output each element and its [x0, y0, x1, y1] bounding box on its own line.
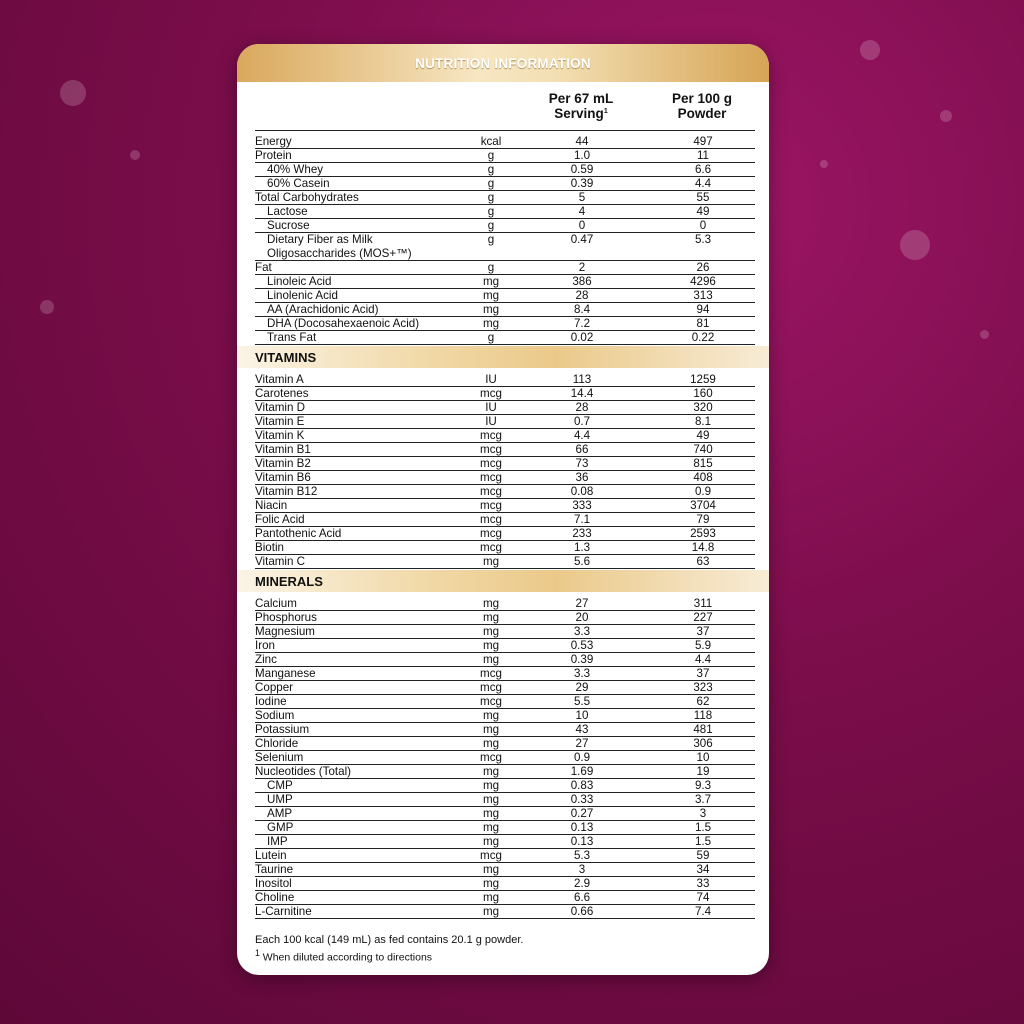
nutrient-name: AA (Arachidonic Acid)	[267, 303, 379, 316]
nutrient-name: Calcium	[255, 597, 297, 610]
value-per-100g: 6.6	[694, 163, 712, 176]
value-per-100g: 3	[699, 807, 707, 820]
nutrient-name: Vitamin B1	[255, 443, 311, 456]
value-per-serving: 10	[575, 709, 589, 722]
value-per-100g: 5.9	[694, 639, 712, 652]
nutrient-unit: IU	[485, 415, 497, 428]
vitamin-row	[237, 429, 769, 443]
value-per-serving: 3	[578, 863, 586, 876]
nutrient-name: Chloride	[255, 737, 299, 750]
nutrient-unit: mg	[482, 723, 500, 736]
vitamin-row	[237, 527, 769, 541]
nutrient-unit: mg	[482, 555, 500, 568]
nutrient-unit: mg	[482, 653, 500, 666]
nutrient-name: Vitamin C	[255, 555, 306, 568]
mineral-row	[237, 765, 769, 779]
value-per-100g: 59	[696, 849, 710, 862]
nutrient-unit: g	[487, 191, 495, 204]
nutrient-name: Linolenic Acid	[267, 289, 338, 302]
nutrient-unit: mcg	[480, 527, 502, 540]
value-per-100g: 3.7	[694, 793, 712, 806]
background-sparkle	[60, 80, 86, 106]
mineral-row	[237, 821, 769, 835]
nutrient-unit: mg	[482, 317, 500, 330]
nutrient-name: Taurine	[255, 863, 294, 876]
value-per-serving: 233	[572, 527, 592, 540]
nutrient-row	[237, 233, 769, 261]
value-per-serving: 66	[575, 443, 589, 456]
nutrient-name: Potassium	[255, 723, 310, 736]
nutrient-unit: IU	[485, 401, 497, 414]
value-per-100g: 74	[696, 891, 710, 904]
nutrient-unit: mcg	[480, 485, 502, 498]
nutrient-unit: mg	[482, 793, 500, 806]
column-header-powder	[642, 91, 762, 121]
mineral-row	[237, 835, 769, 849]
value-per-100g: 227	[693, 611, 713, 624]
nutrient-unit: mcg	[480, 541, 502, 554]
nutrient-unit: mg	[482, 737, 500, 750]
nutrient-row	[237, 177, 769, 191]
vitamin-row	[237, 387, 769, 401]
vitamin-row	[237, 513, 769, 527]
background-sparkle	[40, 300, 54, 314]
nutrient-name: Vitamin E	[255, 415, 305, 428]
value-per-100g: 1259	[690, 373, 716, 386]
value-per-100g: 11	[696, 149, 710, 162]
value-per-serving: 29	[575, 681, 589, 694]
mineral-row	[237, 723, 769, 737]
nutrient-unit: mcg	[480, 499, 502, 512]
vitamin-row	[237, 485, 769, 499]
mineral-row	[237, 653, 769, 667]
value-per-100g: 14.8	[691, 541, 715, 554]
nutrient-name: Vitamin B2	[255, 457, 311, 470]
nutrient-unit: mg	[482, 905, 500, 918]
nutrient-name: Pantothenic Acid	[255, 527, 342, 540]
value-per-100g: 1.5	[694, 821, 712, 834]
nutrient-unit: IU	[485, 373, 497, 386]
nutrient-name: Iron	[255, 639, 275, 652]
value-per-serving: 2.9	[573, 877, 591, 890]
nutrient-unit: mcg	[480, 849, 502, 862]
value-per-100g: 160	[693, 387, 713, 400]
value-per-100g: 0	[699, 219, 707, 232]
background-sparkle	[900, 230, 930, 260]
nutrient-row	[237, 289, 769, 303]
value-per-100g: 2593	[690, 527, 716, 540]
nutrient-name: 40% Whey	[267, 163, 324, 176]
nutrient-unit: mcg	[480, 695, 502, 708]
value-per-100g: 4296	[690, 275, 716, 288]
value-per-serving: 28	[575, 401, 589, 414]
nutrient-unit: g	[487, 331, 495, 344]
nutrient-name: Vitamin K	[255, 429, 305, 442]
nutrient-name: GMP	[267, 821, 294, 834]
value-per-100g: 408	[693, 471, 713, 484]
nutrient-unit: mcg	[480, 681, 502, 694]
value-per-serving: 0.27	[570, 807, 594, 820]
nutrient-name: Manganese	[255, 667, 316, 680]
value-per-100g: 311	[693, 597, 713, 610]
nutrient-name: L-Carnitine	[255, 905, 312, 918]
value-per-serving: 113	[572, 373, 592, 386]
nutrient-name: Magnesium	[255, 625, 315, 638]
nutrient-unit: mcg	[480, 667, 502, 680]
value-per-100g: 306	[693, 737, 713, 750]
nutrient-unit: mg	[482, 289, 500, 302]
value-per-serving: 0.39	[570, 177, 594, 190]
mineral-row	[237, 877, 769, 891]
vitamin-row	[237, 541, 769, 555]
nutrient-name: Niacin	[255, 499, 288, 512]
mineral-row	[237, 597, 769, 611]
mineral-row	[237, 891, 769, 905]
background-sparkle	[980, 330, 989, 339]
nutrient-unit: mg	[482, 835, 500, 848]
value-per-serving: 0.13	[570, 835, 594, 848]
value-per-100g: 34	[696, 863, 710, 876]
row-divider	[255, 568, 755, 569]
nutrient-unit: mcg	[480, 513, 502, 526]
mineral-row	[237, 807, 769, 821]
value-per-100g: 9.3	[694, 779, 712, 792]
nutrient-unit: mg	[482, 765, 500, 778]
powder-header-line1: Per 100 g	[671, 91, 733, 106]
nutrient-name: IMP	[267, 835, 288, 848]
mineral-row	[237, 737, 769, 751]
value-per-serving: 5	[578, 191, 586, 204]
value-per-100g: 63	[696, 555, 710, 568]
value-per-serving: 2	[578, 261, 586, 274]
mineral-row	[237, 849, 769, 863]
vitamin-row	[237, 401, 769, 415]
nutrient-row	[237, 205, 769, 219]
nutrient-unit: mcg	[480, 443, 502, 456]
nutrient-unit: mg	[482, 821, 500, 834]
value-per-100g: 26	[696, 261, 710, 274]
nutrient-name: DHA (Docosahexaenoic Acid)	[267, 317, 420, 330]
nutrient-name: Vitamin A	[255, 373, 304, 386]
nutrient-name: Zinc	[255, 653, 277, 666]
nutrient-name: Phosphorus	[255, 611, 317, 624]
value-per-100g: 94	[696, 303, 710, 316]
column-headers	[237, 82, 769, 131]
nutrient-row	[237, 149, 769, 163]
value-per-100g: 740	[693, 443, 713, 456]
background-sparkle	[940, 110, 952, 122]
value-per-serving: 20	[575, 611, 589, 624]
value-per-serving: 5.5	[573, 695, 591, 708]
nutrient-unit: mg	[482, 877, 500, 890]
nutrient-name: AMP	[267, 807, 293, 820]
value-per-serving: 36	[575, 471, 589, 484]
vitamin-row	[237, 471, 769, 485]
value-per-serving: 5.3	[573, 849, 591, 862]
value-per-serving: 6.6	[573, 891, 591, 904]
value-per-100g: 33	[696, 877, 710, 890]
vitamin-row	[237, 457, 769, 471]
column-header-serving	[521, 91, 641, 121]
value-per-serving: 0.47	[570, 233, 594, 246]
value-per-100g: 8.1	[694, 415, 712, 428]
value-per-100g: 3704	[690, 499, 716, 512]
nutrient-name: Vitamin D	[255, 401, 306, 414]
serving-header-line1: Per 67 mL	[548, 91, 614, 106]
nutrient-name: Biotin	[255, 541, 285, 554]
nutrient-row	[237, 191, 769, 205]
nutrient-unit: g	[487, 149, 495, 162]
nutrient-unit: mg	[482, 779, 500, 792]
nutrient-unit: g	[487, 233, 495, 246]
nutrient-unit: mg	[482, 807, 500, 820]
value-per-100g: 81	[696, 317, 710, 330]
nutrient-name: 60% Casein	[267, 177, 330, 190]
value-per-serving: 0.13	[570, 821, 594, 834]
nutrient-name: Energy	[255, 135, 292, 148]
value-per-100g: 37	[696, 667, 710, 680]
nutrient-name: Vitamin B12	[255, 485, 318, 498]
vitamin-row	[237, 499, 769, 513]
nutrient-unit: mg	[482, 597, 500, 610]
row-divider	[255, 344, 755, 345]
mineral-row	[237, 709, 769, 723]
nutrient-name: Sodium	[255, 709, 295, 722]
nutrient-unit: g	[487, 163, 495, 176]
value-per-100g: 497	[693, 135, 713, 148]
value-per-serving: 0.33	[570, 793, 594, 806]
value-per-serving: 1.0	[573, 149, 591, 162]
nutrient-unit: mg	[482, 891, 500, 904]
value-per-100g: 49	[696, 429, 710, 442]
value-per-serving: 44	[575, 135, 589, 148]
value-per-serving: 4	[578, 205, 586, 218]
nutrient-unit: mg	[482, 709, 500, 722]
mineral-row	[237, 779, 769, 793]
nutrient-name: Carotenes	[255, 387, 309, 400]
nutrient-unit: mg	[482, 639, 500, 652]
value-per-serving: 7.1	[573, 513, 591, 526]
header-divider	[255, 130, 755, 131]
nutrient-name: Copper	[255, 681, 294, 694]
value-per-serving: 1.3	[573, 541, 591, 554]
value-per-100g: 79	[696, 513, 710, 526]
vitamin-row	[237, 415, 769, 429]
value-per-serving: 7.2	[573, 317, 591, 330]
mineral-row	[237, 681, 769, 695]
nutrient-unit: mcg	[480, 429, 502, 442]
minerals-title: MINERALS	[255, 573, 323, 589]
value-per-100g: 313	[693, 289, 713, 302]
vitamins-table	[237, 373, 769, 569]
value-per-100g: 7.4	[694, 905, 712, 918]
nutrient-unit: mg	[482, 303, 500, 316]
value-per-serving: 43	[575, 723, 589, 736]
value-per-100g: 815	[693, 457, 713, 470]
value-per-serving: 0.83	[570, 779, 594, 792]
nutrient-row	[237, 275, 769, 289]
value-per-serving: 27	[575, 597, 589, 610]
value-per-100g: 4.4	[694, 653, 712, 666]
nutrient-unit: mcg	[480, 457, 502, 470]
nutrients-table	[237, 135, 769, 345]
value-per-serving: 0.39	[570, 653, 594, 666]
background-sparkle	[130, 150, 140, 160]
value-per-serving: 1.69	[570, 765, 594, 778]
background-sparkle	[860, 40, 880, 60]
value-per-100g: 323	[693, 681, 713, 694]
nutrient-name: Selenium	[255, 751, 304, 764]
nutrient-unit: g	[487, 219, 495, 232]
footer-line1: Each 100 kcal (149 mL) as fed contains 20.1 g powder.	[255, 934, 524, 946]
mineral-row	[237, 611, 769, 625]
value-per-serving: 0	[578, 219, 586, 232]
value-per-100g: 0.9	[694, 485, 712, 498]
value-per-100g: 4.4	[694, 177, 712, 190]
nutrient-row	[237, 163, 769, 177]
value-per-serving: 0.08	[570, 485, 594, 498]
nutrient-name: Folic Acid	[255, 513, 305, 526]
value-per-serving: 3.3	[573, 667, 591, 680]
nutrient-unit: mcg	[480, 387, 502, 400]
value-per-serving: 4.4	[573, 429, 591, 442]
nutrient-unit: g	[487, 177, 495, 190]
card-title: NUTRITION INFORMATION	[415, 55, 591, 71]
nutrient-unit: mcg	[480, 751, 502, 764]
vitamin-row	[237, 373, 769, 387]
nutrient-unit: g	[487, 261, 495, 274]
value-per-100g: 62	[696, 695, 710, 708]
nutrient-name: UMP	[267, 793, 293, 806]
mineral-row	[237, 793, 769, 807]
footer-footnote: $^1$ When diluted according to directions	[255, 948, 433, 964]
nutrient-name: Protein	[255, 149, 292, 162]
nutrient-unit: mg	[482, 275, 500, 288]
minerals-section-bar	[237, 570, 769, 592]
mineral-row	[237, 667, 769, 681]
nutrient-row	[237, 317, 769, 331]
value-per-serving: 3.3	[573, 625, 591, 638]
minerals-table	[237, 597, 769, 919]
value-per-serving: 73	[575, 457, 589, 470]
value-per-serving: 386	[572, 275, 592, 288]
nutrient-unit: g	[487, 205, 495, 218]
value-per-serving: 0.59	[570, 163, 594, 176]
value-per-100g: 118	[693, 709, 713, 722]
value-per-serving: 0.66	[570, 905, 594, 918]
vitamin-row	[237, 555, 769, 569]
nutrient-unit: mg	[482, 863, 500, 876]
mineral-row	[237, 905, 769, 919]
serving-header-line2: Serving$^1$	[554, 106, 608, 121]
value-per-serving: 333	[572, 499, 592, 512]
nutrient-name: Choline	[255, 891, 295, 904]
nutrient-name: Sucrose	[267, 219, 310, 232]
nutrient-name: Lactose	[267, 205, 308, 218]
nutrient-name: Lutein	[255, 849, 287, 862]
value-per-100g: 55	[696, 191, 710, 204]
row-divider	[255, 918, 755, 919]
nutrient-name: Nucleotides (Total)	[255, 765, 352, 778]
value-per-serving: 0.7	[573, 415, 591, 428]
nutrition-card	[237, 44, 769, 975]
nutrient-row	[237, 261, 769, 275]
nutrient-unit: mg	[482, 611, 500, 624]
nutrient-unit: mg	[482, 625, 500, 638]
powder-header-line2: Powder	[677, 106, 727, 121]
value-per-serving: 28	[575, 289, 589, 302]
nutrient-unit: kcal	[480, 135, 502, 148]
nutrient-row	[237, 303, 769, 317]
nutrient-name: CMP	[267, 779, 293, 792]
vitamins-title: VITAMINS	[255, 349, 317, 365]
nutrient-name: Total Carbohydrates	[255, 191, 359, 204]
value-per-100g: 0.22	[691, 331, 715, 344]
value-per-serving: 14.4	[570, 387, 594, 400]
mineral-row	[237, 863, 769, 877]
card-header	[237, 44, 769, 82]
value-per-100g: 481	[693, 723, 713, 736]
card-footer	[255, 934, 523, 965]
nutrient-unit: mcg	[480, 471, 502, 484]
value-per-serving: 5.6	[573, 555, 591, 568]
vitamin-row	[237, 443, 769, 457]
value-per-serving: 27	[575, 737, 589, 750]
background-sparkle	[820, 160, 828, 168]
value-per-100g: 37	[696, 625, 710, 638]
nutrient-name: Vitamin B6	[255, 471, 311, 484]
mineral-row	[237, 695, 769, 709]
mineral-row	[237, 639, 769, 653]
value-per-serving: 0.9	[573, 751, 591, 764]
value-per-100g: 5.3	[694, 233, 712, 246]
nutrient-row	[237, 331, 769, 345]
nutrient-name: Trans Fat	[267, 331, 317, 344]
vitamins-section-bar	[237, 346, 769, 368]
mineral-row	[237, 625, 769, 639]
value-per-serving: 0.02	[570, 331, 594, 344]
value-per-serving: 8.4	[573, 303, 591, 316]
value-per-100g: 10	[696, 751, 710, 764]
value-per-serving: 0.53	[570, 639, 594, 652]
nutrient-name: Linoleic Acid	[267, 275, 332, 288]
nutrient-name: Iodine	[255, 695, 287, 708]
nutrient-name: Dietary Fiber as Milk Oligosaccharides (MOS+™)	[267, 233, 412, 260]
value-per-100g: 49	[696, 205, 710, 218]
nutrient-name: Inositol	[255, 877, 292, 890]
nutrient-row	[237, 135, 769, 149]
value-per-100g: 320	[693, 401, 713, 414]
value-per-100g: 1.5	[694, 835, 712, 848]
nutrient-row	[237, 219, 769, 233]
mineral-row	[237, 751, 769, 765]
value-per-100g: 19	[696, 765, 710, 778]
nutrient-name: Fat	[255, 261, 272, 274]
